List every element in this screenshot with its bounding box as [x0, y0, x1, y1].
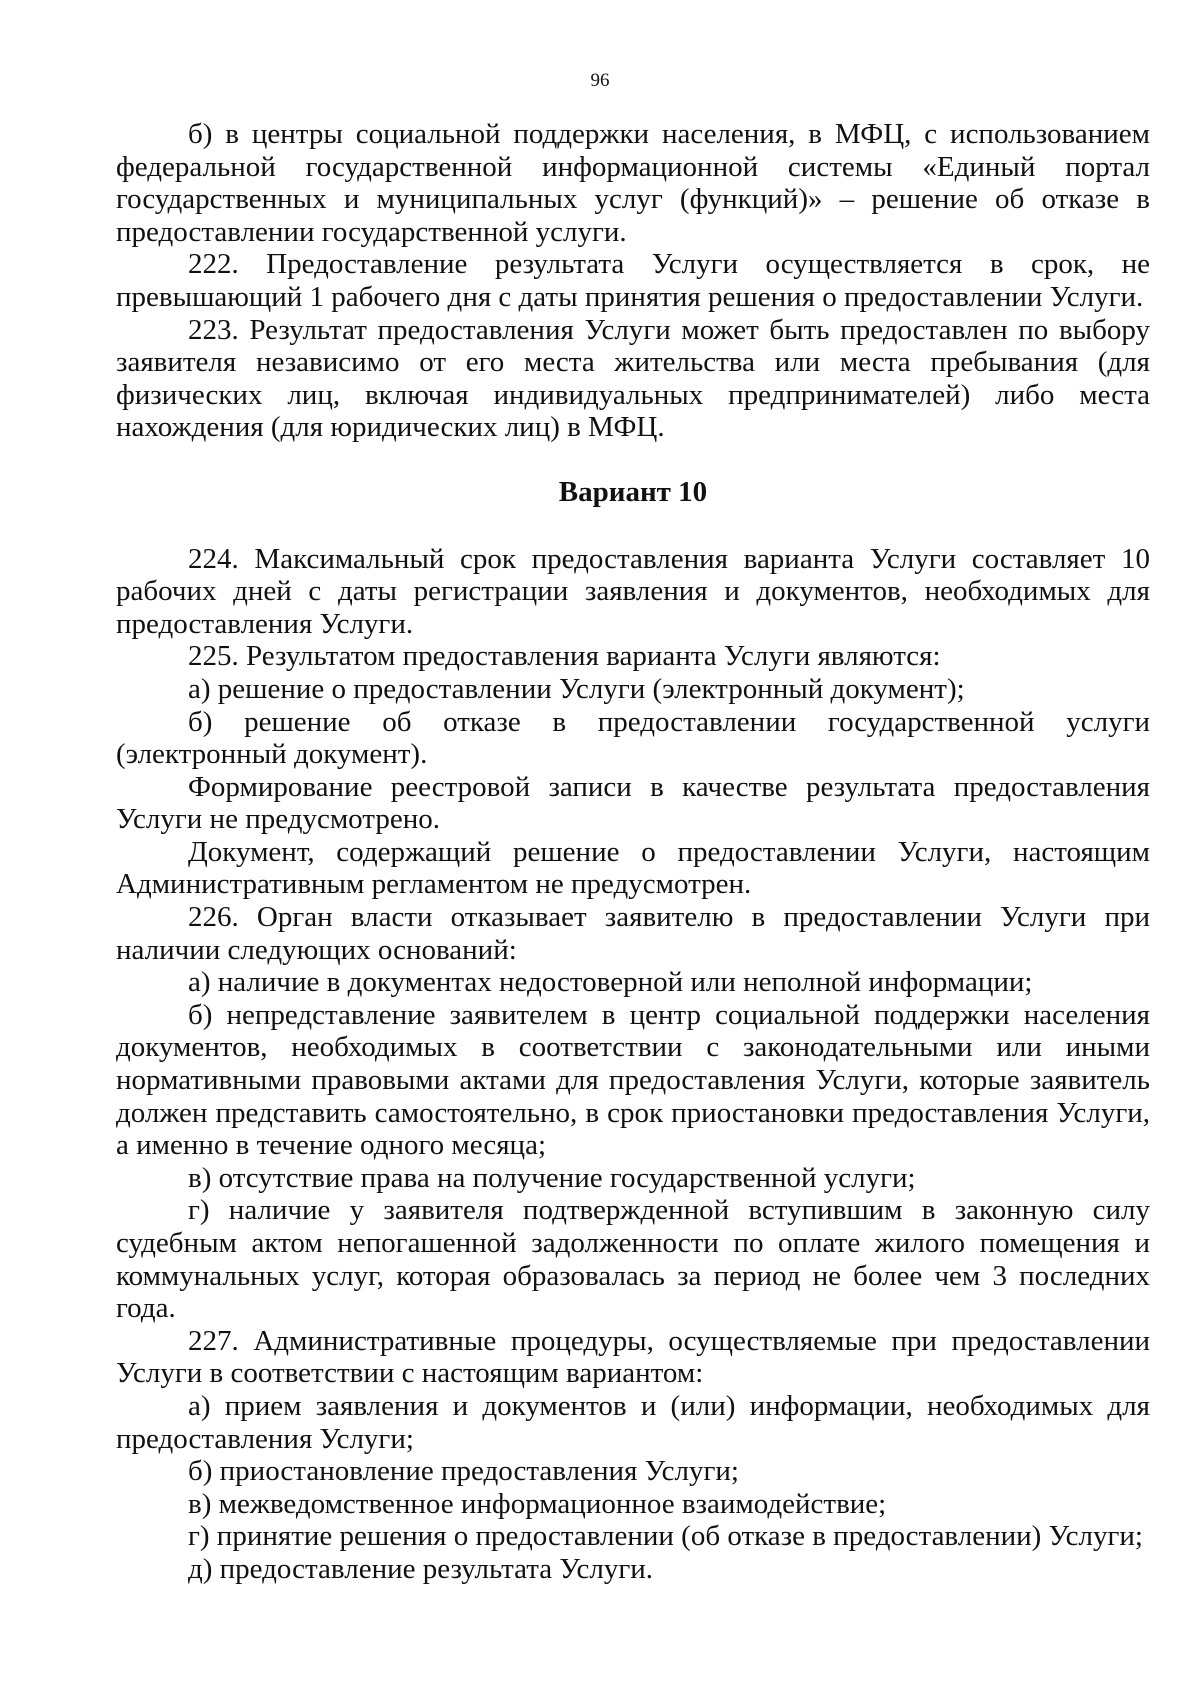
paragraph-225: 225. Результатом предоставления варианта Услуги являются: [188, 640, 941, 673]
paragraph-227-b: б) приостановление предоставления Услуги; [188, 1455, 739, 1488]
paragraph-224: 224. Максимальный срок предоставления варианта Услуги составляет 10 рабочих дней с даты регистрации заявления и документов, необходимых для предоставления Услуги. [116, 542, 1150, 640]
paragraph-223: 223. Результат предоставления Услуги может быть предоставлен по выбору заявителя независимо от его места жительства или места пребывания (для физических лиц, включая индивидуальных предпринимателей) либо места нахождения (для юридических лиц) в МФЦ. [116, 313, 1150, 444]
paragraph-226-b: б) непредставление заявителем в центр социальной поддержки населения документов, необходимых в соответствии с законодательными или иными нормативными правовыми актами для предоставления Услуги, которые заявитель должен представить самостоятельно, в срок приостановки предоставления Услуги, а именно в течение одного месяца; [116, 998, 1150, 1162]
paragraph-226: 226. Орган власти отказывает заявителю в предоставлении Услуги при наличии следующих оснований: [116, 901, 1150, 966]
section-heading-variant: Вариант 10 [558, 475, 708, 508]
paragraph-227-v: в) межведомственное информационное взаимодействие; [188, 1487, 887, 1520]
paragraph-222: 222. Предоставление результата Услуги осуществляется в срок, не превышающий 1 рабочего дня с даты принятия решения о предоставлении Услуги. [116, 248, 1150, 313]
paragraph-227-d: д) предоставление результата Услуги. [188, 1552, 653, 1585]
paragraph-227: 227. Административные процедуры, осуществляемые при предоставлении Услуги в соответствии с настоящим вариантом: [116, 1324, 1150, 1390]
page-number: 96 [590, 70, 610, 91]
paragraph-registry-record: Формирование реестровой записи в качестве результата предоставления Услуги не предусмотрено. [116, 770, 1150, 836]
document-body [116, 118, 1150, 1586]
paragraph-decision-document: Документ, содержащий решение о предоставлении Услуги, настоящим Административным регламентом не предусмотрен. [116, 835, 1150, 901]
paragraph-227-a: а) прием заявления и документов и (или) информации, необходимых для предоставления Услуги; [116, 1389, 1150, 1455]
paragraph-226-g: г) наличие у заявителя подтвержденной вступившим в законную силу судебным актом непогашенной задолженности по оплате жилого помещения и коммунальных услуг, которая образовалась за период не более чем 3 последних года. [116, 1194, 1150, 1325]
paragraph-226-a: а) наличие в документах недостоверной или неполной информации; [188, 966, 1033, 999]
paragraph-226-v: в) отсутствие права на получение государственной услуги; [188, 1161, 916, 1194]
paragraph-225-b: б) решение об отказе в предоставлении государственной услуги (электронный документ). [116, 705, 1150, 771]
paragraph-225-a: а) решение о предоставлении Услуги (электронный документ); [188, 672, 965, 705]
paragraph-227-g: г) принятие решения о предоставлении (об отказе в предоставлении) Услуги; [188, 1520, 1143, 1553]
paragraph-item-b-social-centers: б) в центры социальной поддержки населения, в МФЦ, с использованием федеральной государственной информационной системы «Единый портал государственных и муниципальных услуг (функций)» – решение об отказе в предоставлении государственной услуги. [116, 118, 1150, 248]
